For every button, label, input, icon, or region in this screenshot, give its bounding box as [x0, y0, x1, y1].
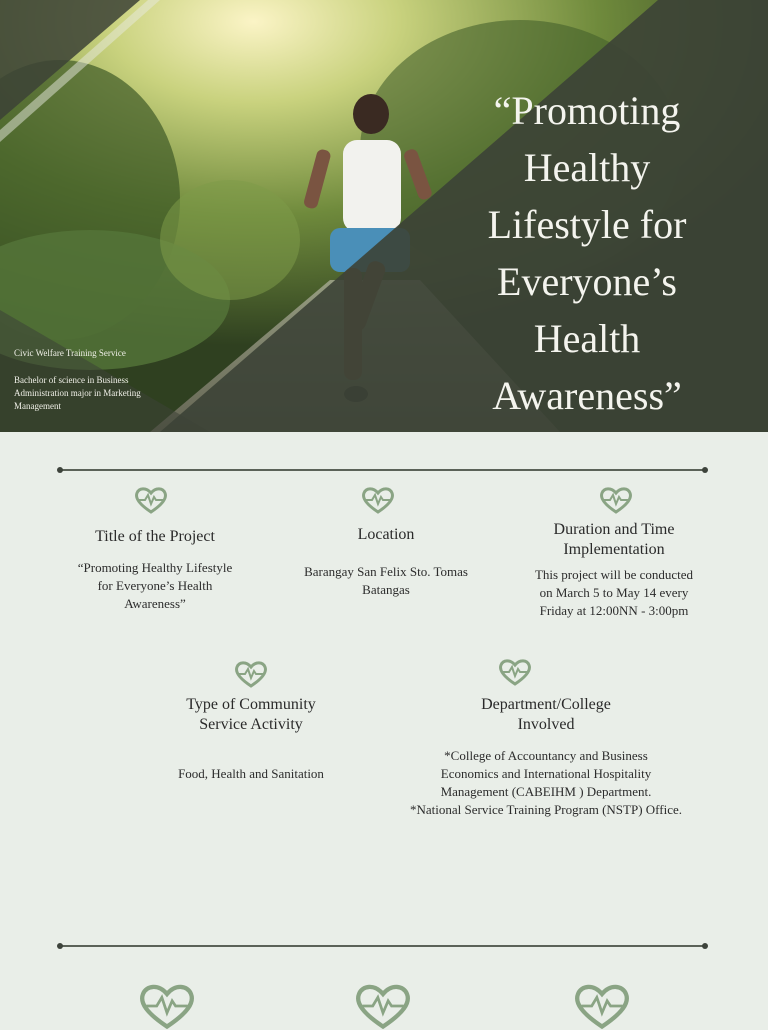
heart-pulse-icon — [498, 658, 532, 686]
divider-bottom — [60, 945, 705, 947]
section-body: Barangay San Felix Sto. Tomas Batangas — [304, 564, 468, 597]
section-heading: Type of Community Service Activity — [186, 696, 316, 733]
heart-pulse-icon — [569, 982, 635, 1030]
section-heading: Department/College Involved — [481, 696, 611, 733]
heart-pulse-icon — [350, 982, 416, 1030]
hero-title: “Promoting Healthy Lifestyle for Everyone’s Health Awareness” — [487, 88, 687, 418]
section-body: “Promoting Healthy Lifestyle for Everyone’s Health Awareness” — [77, 560, 233, 611]
heart-pulse-icon — [134, 486, 168, 514]
section-body: This project will be conducted on March 5 to May 14 every Friday at 12:00NN - 3:00pm — [534, 567, 694, 618]
section-title-project — [60, 527, 250, 613]
divider-top — [60, 469, 705, 471]
section-location — [296, 525, 476, 599]
section-activity-type — [166, 695, 336, 783]
program-name: Civic Welfare Training Service — [14, 348, 126, 358]
section-department — [406, 695, 686, 819]
heart-pulse-icon — [134, 982, 200, 1030]
section-heading: Title of the Project — [95, 528, 215, 545]
section-body: *College of Accountancy and Business Economics and International Hospitality Management (CABEIHM ) Department. — [440, 748, 652, 799]
hero-banner — [0, 0, 768, 432]
heart-pulse-icon — [599, 486, 633, 514]
section-duration — [526, 520, 702, 620]
section-body: *National Service Training Program (NSTP) Office. — [410, 802, 682, 817]
heart-pulse-icon — [361, 486, 395, 514]
course-name: Bachelor of science in Business Administration major in Marketing Management — [14, 375, 141, 411]
heart-pulse-icon — [234, 660, 268, 688]
section-heading: Duration and Time Implementation — [553, 521, 675, 558]
section-body: Food, Health and Sanitation — [178, 766, 324, 781]
section-heading: Location — [357, 526, 415, 543]
